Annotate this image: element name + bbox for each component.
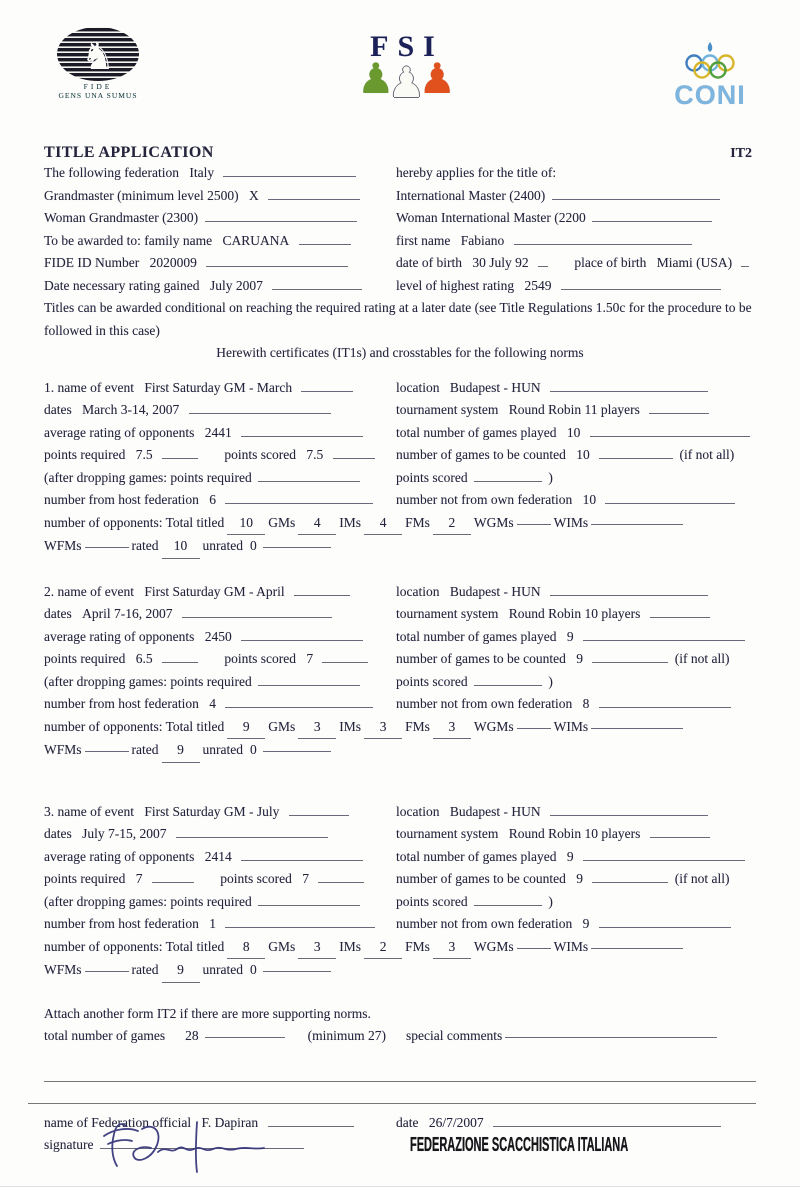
blank-line bbox=[100, 1136, 304, 1149]
blank-line bbox=[162, 650, 198, 663]
event-value: First Saturday GM - March bbox=[144, 379, 293, 395]
after-dropping-row bbox=[44, 891, 756, 914]
blank-line bbox=[333, 446, 375, 459]
avg-rating-row bbox=[44, 626, 756, 649]
blank-line bbox=[44, 1060, 756, 1082]
after-dropping-row bbox=[44, 671, 756, 694]
location-value: Budapest - HUN bbox=[449, 583, 541, 599]
blank-line bbox=[263, 739, 331, 752]
official-name: F. Dapiran bbox=[201, 1114, 259, 1130]
wfms-rated-row bbox=[44, 959, 756, 983]
host-federation-value: 1 bbox=[209, 916, 216, 931]
signature-row bbox=[44, 1134, 756, 1159]
wgms-label: WGMs bbox=[473, 938, 514, 954]
avg-rating-label: average rating of opponents bbox=[44, 628, 195, 644]
blank-line bbox=[552, 187, 720, 200]
dates-row bbox=[44, 823, 756, 846]
event-label: name of event bbox=[57, 379, 134, 395]
opponents-row bbox=[44, 716, 756, 740]
total-games-row bbox=[44, 1025, 756, 1048]
fms-value: 3 bbox=[433, 716, 471, 740]
games-counted-label: number of games to be counted bbox=[396, 871, 566, 886]
blank-line bbox=[561, 277, 721, 290]
blank-line bbox=[85, 535, 129, 548]
rated-label: rated bbox=[131, 538, 159, 553]
blank-line bbox=[294, 583, 350, 596]
ims-label: IMs bbox=[339, 718, 362, 734]
page-title: TITLE APPLICATION bbox=[44, 144, 214, 161]
points-required-label: points required bbox=[44, 871, 126, 886]
federation-counts-row bbox=[44, 489, 756, 512]
blank-line bbox=[322, 650, 368, 663]
total-games-label: total number of games bbox=[44, 1028, 166, 1043]
blank-line bbox=[650, 605, 710, 618]
not-own-federation-label: number not from own federation bbox=[396, 916, 573, 931]
points-row bbox=[44, 648, 756, 671]
knight-icon: ♞ bbox=[80, 34, 116, 78]
total-titled-value: 8 bbox=[227, 936, 265, 960]
unrated-label: unrated bbox=[202, 742, 243, 757]
close-paren: ) bbox=[548, 673, 553, 689]
fide-id-row bbox=[44, 252, 756, 275]
dates-label: dates bbox=[44, 402, 72, 417]
fsi-logo bbox=[357, 30, 449, 107]
if-not-all-label: (if not all) bbox=[679, 447, 735, 462]
green-pawn-icon: ♟ bbox=[357, 54, 388, 103]
opponents-total-label: number of opponents: Total titled bbox=[44, 938, 225, 954]
blank-line bbox=[505, 1025, 717, 1038]
blank-line bbox=[550, 803, 708, 816]
blank-line bbox=[474, 893, 542, 906]
ims-value: 3 bbox=[364, 716, 402, 740]
blank-line bbox=[592, 209, 712, 222]
blank-line bbox=[241, 424, 363, 437]
coni-logo bbox=[664, 38, 756, 112]
wgms-label: WGMs bbox=[473, 718, 514, 734]
points-row bbox=[44, 868, 756, 891]
grandmaster-row bbox=[44, 185, 756, 208]
system-value: Round Robin 10 players bbox=[508, 606, 641, 621]
first-name-value: Fabiano bbox=[460, 232, 505, 248]
close-paren: ) bbox=[548, 469, 553, 485]
games-counted-value: 9 bbox=[576, 871, 583, 886]
fms-label: FMs bbox=[405, 514, 430, 530]
dob-label: date of birth bbox=[396, 255, 462, 270]
blank-line bbox=[514, 232, 692, 245]
games-counted-label: number of games to be counted bbox=[396, 447, 566, 462]
gms-value: 4 bbox=[298, 512, 336, 536]
rating-gained-row bbox=[44, 275, 756, 298]
blank-line bbox=[258, 673, 360, 686]
location-value: Budapest - HUN bbox=[449, 379, 541, 395]
blank-line bbox=[591, 936, 683, 949]
title-row bbox=[44, 144, 756, 162]
logo-row bbox=[0, 0, 800, 134]
gms-label: GMs bbox=[268, 514, 296, 530]
event-label: name of event bbox=[57, 803, 134, 819]
blank-line bbox=[268, 187, 360, 200]
blank-line bbox=[649, 401, 709, 414]
signature-label: signature bbox=[44, 1137, 94, 1152]
after-dropping-label: (after dropping games: points required bbox=[44, 893, 252, 909]
comment-lines bbox=[44, 1060, 756, 1104]
date-label: date bbox=[396, 1114, 419, 1130]
blank-line bbox=[241, 628, 363, 641]
avg-rating-row bbox=[44, 422, 756, 445]
fsi-label: FSI bbox=[370, 30, 444, 63]
wim-label: Woman International Master (2200 bbox=[396, 210, 586, 225]
highest-rating-label: level of highest rating bbox=[396, 277, 515, 293]
blank-line bbox=[493, 1114, 721, 1127]
gms-value: 3 bbox=[298, 716, 336, 740]
blank-line bbox=[28, 1082, 756, 1104]
blank-line bbox=[205, 209, 357, 222]
blank-line bbox=[225, 915, 375, 928]
points-required-label: points required bbox=[44, 447, 126, 462]
white-pawn-icon: ♟ bbox=[387, 58, 419, 107]
system-value: Round Robin 10 players bbox=[508, 826, 641, 841]
after-dropping-label: (after dropping games: points required bbox=[44, 469, 252, 485]
points-required-value: 6.5 bbox=[135, 651, 153, 666]
avg-rating-value: 2414 bbox=[204, 848, 232, 864]
blank-line bbox=[225, 491, 373, 504]
norm-number: 3. bbox=[44, 803, 55, 819]
total-titled-value: 9 bbox=[227, 716, 265, 740]
event-label: name of event bbox=[57, 583, 134, 599]
unrated-value: 0 bbox=[249, 742, 257, 757]
not-own-federation-label: number not from own federation bbox=[396, 492, 573, 507]
blank-line bbox=[272, 277, 362, 290]
flame-icon bbox=[708, 42, 713, 52]
points-required-value: 7 bbox=[135, 871, 143, 886]
fms-value: 2 bbox=[433, 512, 471, 536]
after-dropping-row bbox=[44, 467, 756, 490]
blank-line bbox=[583, 628, 745, 641]
awarded-label: To be awarded to: family name bbox=[44, 232, 213, 248]
federation-counts-row bbox=[44, 913, 756, 936]
red-pawn-icon: ♟ bbox=[418, 54, 449, 103]
blank-line bbox=[152, 870, 194, 883]
wims-label: WIMs bbox=[553, 718, 589, 734]
blank-line bbox=[591, 716, 683, 729]
event-row bbox=[44, 581, 756, 604]
herewith-line: Herewith certificates (IT1s) and crosstables for the following norms bbox=[216, 345, 584, 360]
unrated-value: 0 bbox=[249, 538, 257, 553]
points-required-label: points required bbox=[44, 651, 126, 666]
blank-line bbox=[741, 254, 749, 267]
blank-line bbox=[550, 379, 708, 392]
rated-value: 10 bbox=[162, 535, 200, 559]
opponents-total-label: number of opponents: Total titled bbox=[44, 718, 225, 734]
games-played-label: total number of games played bbox=[396, 628, 557, 644]
dates-row bbox=[44, 399, 756, 422]
applies-label: hereby applies for the title of: bbox=[396, 165, 557, 180]
not-own-federation-value: 8 bbox=[582, 696, 590, 711]
blank-line bbox=[517, 936, 551, 949]
dates-label: dates bbox=[44, 826, 72, 841]
blank-line bbox=[85, 739, 129, 752]
fide-motto: GENS UNA SUMUS bbox=[58, 91, 138, 100]
points-scored-value: 7 bbox=[306, 651, 314, 666]
wgms-label: WGMs bbox=[473, 514, 514, 530]
ims-value: 2 bbox=[364, 936, 402, 960]
total-games-value: 28 bbox=[185, 1028, 199, 1043]
woman-grandmaster-row bbox=[44, 207, 756, 230]
blank-line bbox=[605, 491, 735, 504]
blank-line bbox=[182, 605, 332, 618]
blank-line bbox=[517, 512, 551, 525]
wims-label: WIMs bbox=[553, 514, 589, 530]
if-not-all-label: (if not all) bbox=[674, 651, 730, 666]
im-label: International Master (2400) bbox=[396, 187, 546, 203]
blank-line bbox=[299, 232, 351, 245]
blank-line bbox=[189, 401, 331, 414]
ims-label: IMs bbox=[339, 938, 362, 954]
gms-label: GMs bbox=[268, 938, 296, 954]
host-federation-value: 6 bbox=[209, 492, 216, 507]
dates-row bbox=[44, 603, 756, 626]
special-comments-label: special comments bbox=[405, 1028, 503, 1043]
coni-label: CONI bbox=[674, 80, 746, 110]
blank-line bbox=[162, 446, 198, 459]
norm-section-2 bbox=[44, 581, 756, 763]
rating-date-label: Date necessary rating gained bbox=[44, 277, 200, 293]
federation-label: The following federation bbox=[44, 165, 179, 180]
blank-line bbox=[599, 915, 731, 928]
federation-stamp: FEDERAZIONE SCACCHISTICA ITALIANA bbox=[410, 1134, 629, 1156]
games-played-label: total number of games played bbox=[396, 424, 557, 440]
blank-line bbox=[538, 254, 548, 267]
pob-label: place of birth bbox=[574, 255, 647, 270]
fms-label: FMs bbox=[405, 718, 430, 734]
fide-logo bbox=[54, 26, 142, 102]
games-played-value: 10 bbox=[566, 424, 581, 440]
first-name-label: first name bbox=[396, 232, 451, 248]
blank-line bbox=[318, 870, 364, 883]
event-value: First Saturday GM - July bbox=[144, 803, 280, 819]
host-federation-value: 4 bbox=[209, 696, 216, 711]
dates-value: March 3-14, 2007 bbox=[82, 402, 180, 417]
blank-line bbox=[592, 650, 668, 663]
event-value: First Saturday GM - April bbox=[144, 583, 285, 599]
blank-line bbox=[241, 848, 363, 861]
opponents-row bbox=[44, 936, 756, 960]
blank-line bbox=[223, 164, 356, 177]
opponents-total-label: number of opponents: Total titled bbox=[44, 514, 225, 530]
wims-label: WIMs bbox=[553, 938, 589, 954]
games-counted-value: 10 bbox=[576, 447, 590, 462]
norm-section-1 bbox=[44, 377, 756, 559]
unrated-label: unrated bbox=[202, 962, 243, 977]
blank-line bbox=[263, 959, 331, 972]
ims-label: IMs bbox=[339, 514, 362, 530]
fms-value: 3 bbox=[433, 936, 471, 960]
location-label: location bbox=[396, 379, 440, 395]
gm-label: Grandmaster (minimum level 2500) bbox=[44, 187, 239, 203]
norm-number: 1. bbox=[44, 379, 55, 395]
points-scored-label: points scored bbox=[396, 469, 468, 485]
system-label: tournament system bbox=[396, 606, 499, 621]
points-scored-label: points scored bbox=[220, 871, 292, 886]
blank-line bbox=[599, 446, 673, 459]
attach-note: Attach another form IT2 if there are more supporting norms. bbox=[44, 1005, 371, 1021]
total-titled-value: 10 bbox=[227, 512, 265, 536]
federation-row bbox=[44, 162, 756, 185]
not-own-federation-value: 9 bbox=[582, 916, 590, 931]
blank-line bbox=[474, 673, 542, 686]
pob-value: Miami (USA) bbox=[656, 255, 733, 270]
system-label: tournament system bbox=[396, 402, 499, 417]
location-label: location bbox=[396, 583, 440, 599]
blank-line bbox=[176, 825, 328, 838]
blank-line bbox=[258, 893, 360, 906]
gms-label: GMs bbox=[268, 718, 296, 734]
wfms-label: WFMs bbox=[44, 742, 82, 757]
unrated-label: unrated bbox=[202, 538, 243, 553]
wfms-rated-row bbox=[44, 535, 756, 559]
system-label: tournament system bbox=[396, 826, 499, 841]
fide-id-value: 2020009 bbox=[149, 255, 197, 270]
games-played-value: 9 bbox=[566, 628, 574, 644]
points-scored-label: points scored bbox=[224, 447, 296, 462]
blank-line bbox=[592, 870, 668, 883]
rated-label: rated bbox=[131, 742, 159, 757]
rated-value: 9 bbox=[162, 959, 200, 983]
dates-label: dates bbox=[44, 606, 72, 621]
points-scored-label: points scored bbox=[396, 893, 468, 909]
wgm-label: Woman Grandmaster (2300) bbox=[44, 210, 199, 225]
blank-line bbox=[263, 535, 331, 548]
games-played-label: total number of games played bbox=[396, 848, 557, 864]
not-own-federation-label: number not from own federation bbox=[396, 696, 573, 711]
blank-line bbox=[205, 1025, 285, 1038]
points-row bbox=[44, 444, 756, 467]
avg-rating-label: average rating of opponents bbox=[44, 424, 195, 440]
points-scored-label: points scored bbox=[396, 673, 468, 689]
points-scored-value: 7.5 bbox=[306, 447, 324, 462]
location-label: location bbox=[396, 803, 440, 819]
norm-number: 2. bbox=[44, 583, 55, 599]
fms-label: FMs bbox=[405, 938, 430, 954]
points-scored-label: points scored bbox=[224, 651, 296, 666]
avg-rating-label: average rating of opponents bbox=[44, 848, 195, 864]
blank-line bbox=[268, 1114, 354, 1127]
blank-line bbox=[591, 512, 683, 525]
blank-line bbox=[206, 254, 348, 267]
blank-line bbox=[650, 825, 710, 838]
conditional-note: Titles can be awarded conditional on reaching the required rating at a later date (see Title Regulations 1.50c for the procedure to be followed in this case) bbox=[44, 300, 752, 338]
blank-line bbox=[301, 379, 353, 392]
blank-line bbox=[550, 583, 708, 596]
host-federation-label: number from host federation bbox=[44, 492, 199, 507]
rated-label: rated bbox=[131, 962, 159, 977]
host-federation-label: number from host federation bbox=[44, 916, 199, 931]
form-code: IT2 bbox=[730, 146, 752, 161]
opponents-row bbox=[44, 512, 756, 536]
official-label: name of Federation official bbox=[44, 1114, 192, 1130]
blank-line bbox=[258, 469, 360, 482]
blank-line bbox=[590, 424, 750, 437]
gms-value: 3 bbox=[298, 936, 336, 960]
if-not-all-label: (if not all) bbox=[674, 871, 730, 886]
event-row bbox=[44, 801, 756, 824]
blank-line bbox=[225, 695, 373, 708]
games-played-value: 9 bbox=[566, 848, 574, 864]
blank-line bbox=[85, 959, 129, 972]
blank-line bbox=[474, 469, 542, 482]
fide-label: FIDE bbox=[83, 82, 113, 91]
host-federation-label: number from host federation bbox=[44, 696, 199, 711]
highest-rating-value: 2549 bbox=[524, 277, 552, 293]
federation-counts-row bbox=[44, 693, 756, 716]
fide-id-label: FIDE ID Number bbox=[44, 255, 140, 270]
dates-value: April 7-16, 2007 bbox=[82, 606, 173, 621]
points-scored-value: 7 bbox=[302, 871, 309, 886]
wfms-rated-row bbox=[44, 739, 756, 763]
federation-value: Italy bbox=[189, 165, 215, 180]
norm-section-3 bbox=[44, 801, 756, 983]
wfms-label: WFMs bbox=[44, 962, 82, 977]
blank-line bbox=[583, 848, 745, 861]
rating-date-value: July 2007 bbox=[209, 277, 263, 293]
gm-checkmark: X bbox=[248, 187, 259, 203]
official-row bbox=[44, 1112, 756, 1135]
ims-value: 4 bbox=[364, 512, 402, 536]
system-value: Round Robin 11 players bbox=[508, 402, 640, 417]
points-required-value: 7.5 bbox=[135, 447, 153, 462]
blank-line bbox=[517, 716, 551, 729]
family-name-value: CARUANA bbox=[222, 232, 290, 248]
event-row bbox=[44, 377, 756, 400]
after-dropping-label: (after dropping games: points required bbox=[44, 673, 252, 689]
close-paren: ) bbox=[548, 893, 553, 909]
blank-line bbox=[289, 803, 349, 816]
rated-value: 9 bbox=[162, 739, 200, 763]
location-value: Budapest - HUN bbox=[449, 803, 541, 819]
games-counted-value: 9 bbox=[576, 651, 583, 666]
date-value: 26/7/2007 bbox=[428, 1114, 484, 1130]
unrated-value: 0 bbox=[249, 962, 257, 977]
dob-value: 30 July 92 bbox=[472, 255, 529, 270]
games-counted-label: number of games to be counted bbox=[396, 651, 566, 666]
awarded-to-row bbox=[44, 230, 756, 253]
dates-value: July 7-15, 2007 bbox=[82, 826, 167, 841]
avg-rating-row bbox=[44, 846, 756, 869]
not-own-federation-value: 10 bbox=[582, 492, 597, 507]
blank-line bbox=[599, 695, 731, 708]
avg-rating-value: 2441 bbox=[204, 424, 232, 440]
avg-rating-value: 2450 bbox=[204, 628, 232, 644]
minimum-note: (minimum 27) bbox=[307, 1028, 386, 1043]
fsi-pawns bbox=[357, 54, 449, 107]
wfms-label: WFMs bbox=[44, 538, 82, 553]
